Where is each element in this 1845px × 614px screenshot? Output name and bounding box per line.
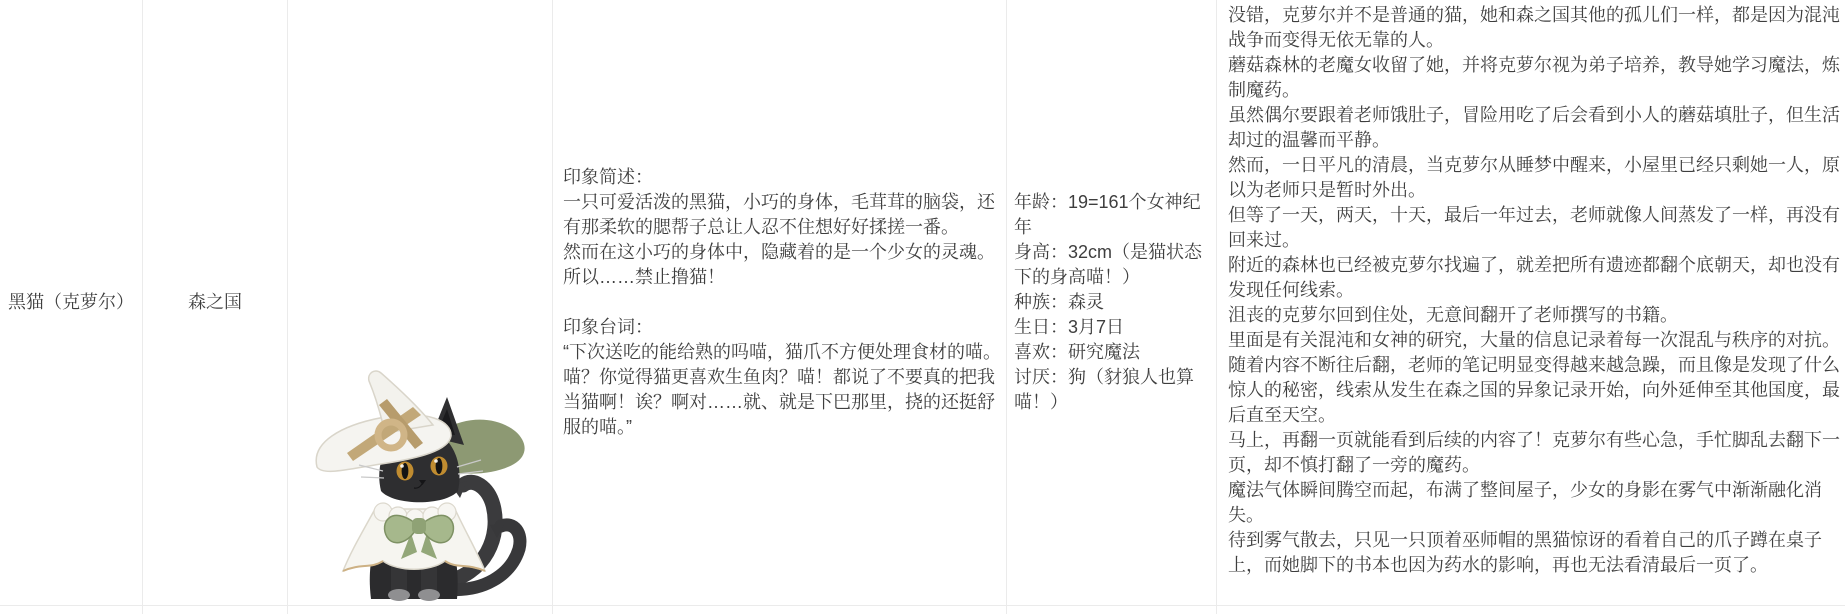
next-row-stub	[0, 606, 143, 614]
story-paragraph: 魔法气体瞬间腾空而起，布满了整间屋子，少女的身影在雾气中渐渐融化消失。	[1228, 480, 1822, 525]
profile-species: 种族：森灵	[1014, 292, 1104, 312]
impression-summary-label: 印象简述：	[563, 167, 653, 187]
next-row-stub	[1007, 606, 1217, 614]
cell-impression[interactable]	[553, 0, 1007, 606]
region-text: 森之国	[188, 292, 242, 312]
next-row-stub	[288, 606, 553, 614]
bow-knot	[412, 518, 426, 534]
cell-region[interactable]	[143, 0, 288, 606]
story-paragraph: 待到雾气散去，只见一只顶着巫师帽的黑猫惊讶的看着自己的爪子蹲在桌子上，而她脚下的书本也因为药水的影响，再也无法看清最后一页了。	[1228, 530, 1822, 575]
story-paragraph: 里面是有关混沌和女神的研究，大量的信息记录着每一次混乱与秩序的对抗。	[1228, 330, 1840, 350]
impression-quote-label: 印象台词：	[563, 317, 653, 337]
story-paragraph: 虽然偶尔要跟着老师饿肚子，冒险用吃了后会看到小人的蘑菇填肚子，但生活却过的温馨而平静。	[1228, 105, 1840, 150]
story-paragraph: 没错，克萝尔并不是普通的猫，她和森之国其他的孤儿们一样，都是因为混沌战争而变得无依无靠的人。	[1228, 5, 1840, 50]
cat-eye-glint-left	[400, 464, 404, 468]
story-paragraph: 随着内容不断往后翻，老师的笔记明显变得越来越急躁，而且像是发现了什么惊人的秘密，线索从发生在森之国的异象记录开始，向外延伸至其他国度，最后直至天空。	[1228, 355, 1840, 425]
story-paragraph: 附近的森林也已经被克萝尔找遍了，就差把所有遗迹都翻个底朝天，却也没有发现任何线索。	[1228, 255, 1840, 300]
cat-paw-right	[418, 589, 440, 601]
next-row-stub	[143, 606, 288, 614]
profile-birthday: 生日：3月7日	[1014, 317, 1125, 337]
next-row-stub	[553, 606, 1007, 614]
cat-paw-left	[388, 589, 410, 601]
story-paragraph: 蘑菇森林的老魔女收留了她，并将克萝尔视为弟子培养，教导她学习魔法，炼制魔药。	[1228, 55, 1840, 100]
blank-line	[563, 290, 1004, 315]
character-name-text: 黑猫（克萝尔）	[8, 292, 134, 312]
cell-profile[interactable]	[1007, 0, 1217, 606]
profile-age: 年龄：19=161个女神纪年	[1014, 192, 1201, 237]
story-paragraph: 然而，一日平凡的清晨，当克萝尔从睡梦中醒来，小屋里已经只剩她一人，原以为老师只是暂时外出。	[1228, 155, 1840, 200]
black-cat-witch-hat-illustration	[295, 363, 545, 605]
cell-portrait[interactable]	[288, 0, 553, 606]
profile-height: 身高：32cm（是猫状态下的身高喵！）	[1014, 242, 1203, 287]
impression-summary-paragraph: 所以……禁止撸猫！	[563, 267, 725, 287]
cat-eye-glint-right	[434, 459, 438, 463]
next-row-stub	[1217, 606, 1845, 614]
profile-dislikes: 讨厌：狗（豺狼人也算喵！）	[1014, 367, 1194, 412]
story-paragraph: 马上，再翻一页就能看到后续的内容了！克萝尔有些心急，手忙脚乱去翻下一页，却不慎打翻了一旁的魔药。	[1228, 430, 1840, 475]
cell-story[interactable]	[1217, 0, 1845, 606]
impression-summary-paragraph: 一只可爱活泼的黑猫，小巧的身体，毛茸茸的脑袋，还有那柔软的腮帮子总让人忍不住想好好揉搓一番。	[563, 192, 995, 237]
impression-summary-paragraph: 然而在这小巧的身体中，隐藏着的是一个少女的灵魂。	[563, 242, 995, 262]
impression-quote: “下次送吃的能给熟的吗喵，猫爪不方便处理食材的喵。喵？你觉得猫更喜欢生鱼肉？喵！都说了不要真的把我当猫啊！诶？啊对……就、就是下巴那里，挠的还挺舒服的喵。”	[563, 342, 1001, 437]
cell-character-name[interactable]	[0, 0, 143, 606]
story-paragraph: 沮丧的克萝尔回到住处，无意间翻开了老师撰写的书籍。	[1228, 305, 1678, 325]
story-paragraph: 但等了一天，两天，十天，最后一年过去，老师就像人间蒸发了一样，再没有回来过。	[1228, 205, 1840, 250]
profile-likes: 喜欢：研究魔法	[1014, 342, 1140, 362]
